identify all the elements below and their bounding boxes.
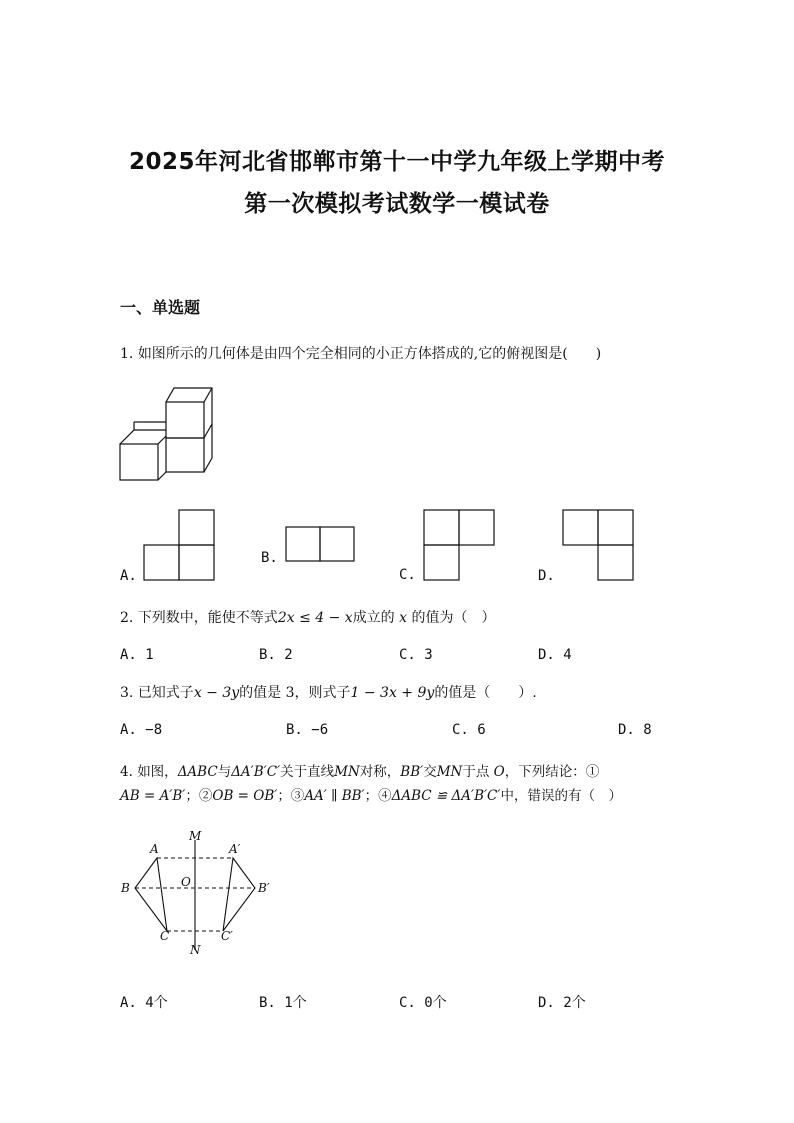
q4-symmetry-figure — [115, 828, 285, 960]
point-o: O — [493, 764, 505, 780]
page-title-line2: 第一次模拟考试数学一模试卷 — [244, 191, 550, 217]
q1-option-d-figure — [562, 509, 636, 581]
q3-option-c[interactable]: C. 6 — [452, 722, 486, 738]
question-number: 1. — [120, 346, 134, 362]
q4-option-a[interactable]: A. 4个 — [120, 995, 168, 1011]
conclusion-2: OB = OB′ — [212, 788, 278, 804]
q2-option-b[interactable]: B. 2 — [259, 647, 293, 663]
question-4-line1 — [120, 760, 599, 780]
question-text: 已知式子 — [137, 685, 194, 701]
label-c-prime: C′ — [221, 929, 233, 943]
line-mn: MN — [436, 764, 463, 780]
q3-option-a[interactable]: A. −8 — [120, 722, 163, 738]
q2-option-d[interactable]: D. 4 — [538, 647, 572, 663]
q1-option-c[interactable]: C. — [399, 567, 416, 583]
question-text: ，下列结论：① — [504, 764, 600, 780]
label-m: M — [189, 829, 202, 843]
q1-option-c-figure — [423, 509, 497, 581]
q1-option-b-figure — [285, 526, 357, 562]
triangle-a-prime: ΔA′B′C′ — [231, 764, 281, 780]
question-text: 如图， — [137, 764, 178, 780]
question-number: 2. — [120, 610, 134, 626]
q1-option-d[interactable]: D. — [538, 568, 555, 584]
label-b: B — [121, 881, 130, 895]
conclusion-1: AB = A′B′ — [120, 788, 186, 804]
q4-option-d[interactable]: D. 2个 — [538, 995, 586, 1011]
q3-option-b[interactable]: B. −6 — [286, 722, 329, 738]
label-a: A — [150, 842, 159, 856]
label-c: C — [160, 929, 170, 943]
question-3 — [120, 682, 537, 702]
label-b-prime: B′ — [258, 881, 270, 895]
question-text: 的值是 3，则式子 — [239, 685, 351, 701]
question-number: 3. — [120, 685, 134, 701]
q1-option-b[interactable]: B. — [261, 550, 278, 566]
conclusion-4: ΔABC ≌ ΔA′B′C′ — [391, 788, 501, 804]
q4-option-c[interactable]: C. 0个 — [399, 995, 447, 1011]
question-text: 对称， — [359, 764, 401, 780]
question-text: 中，错误的有（ ） — [500, 788, 622, 804]
label-o: O — [181, 875, 191, 889]
q1-option-a[interactable]: A. — [120, 568, 137, 584]
triangle-abc: ΔABC — [177, 764, 218, 780]
question-text: ；④ — [364, 788, 392, 804]
label-n: N — [190, 943, 201, 957]
q3-option-d[interactable]: D. 8 — [618, 722, 652, 738]
q1-option-a-figure — [143, 509, 217, 581]
section-heading: 一、单选题 — [120, 298, 201, 317]
q2-option-a[interactable]: A. 1 — [120, 647, 154, 663]
q2-option-c[interactable]: C. 3 — [399, 647, 433, 663]
q4-option-b[interactable]: B. 1个 — [259, 995, 307, 1011]
q1-cube-figure — [118, 386, 218, 482]
question-text: 下列数中，能使不等式 — [137, 610, 278, 626]
question-1 — [120, 343, 601, 363]
inequality-formula: 2x ≤ 4 − x — [277, 610, 353, 626]
question-number: 4. — [120, 764, 133, 780]
conclusion-3: AA′ ∥ BB′ — [304, 788, 365, 804]
line-mn: MN — [334, 764, 360, 780]
question-2 — [120, 607, 496, 627]
page-title-line1: 2025年河北省邯郸市第十一中学九年级上学期中考 — [128, 149, 665, 175]
question-text: 于点 — [462, 764, 490, 780]
question-text: 成立的 — [352, 610, 395, 626]
question-text: ；③ — [277, 788, 305, 804]
question-text: 关于直线 — [280, 764, 335, 780]
expression-1: x − 3y — [193, 685, 240, 701]
question-text: 的值是（ ）. — [434, 685, 537, 701]
question-text: 的值为（ ） — [411, 610, 496, 626]
question-text: ；② — [185, 788, 213, 804]
question-text: 交 — [423, 764, 437, 780]
label-a-prime: A′ — [229, 842, 241, 856]
question-4-line2 — [120, 784, 622, 804]
question-text: 与 — [217, 764, 232, 780]
segment-bb: BB′ — [400, 764, 424, 780]
question-text: 如图所示的几何体是由四个完全相同的小正方体搭成的,它的俯视图是( ) — [137, 346, 602, 362]
expression-2: 1 − 3x + 9y — [350, 685, 435, 701]
variable: x — [399, 610, 408, 626]
